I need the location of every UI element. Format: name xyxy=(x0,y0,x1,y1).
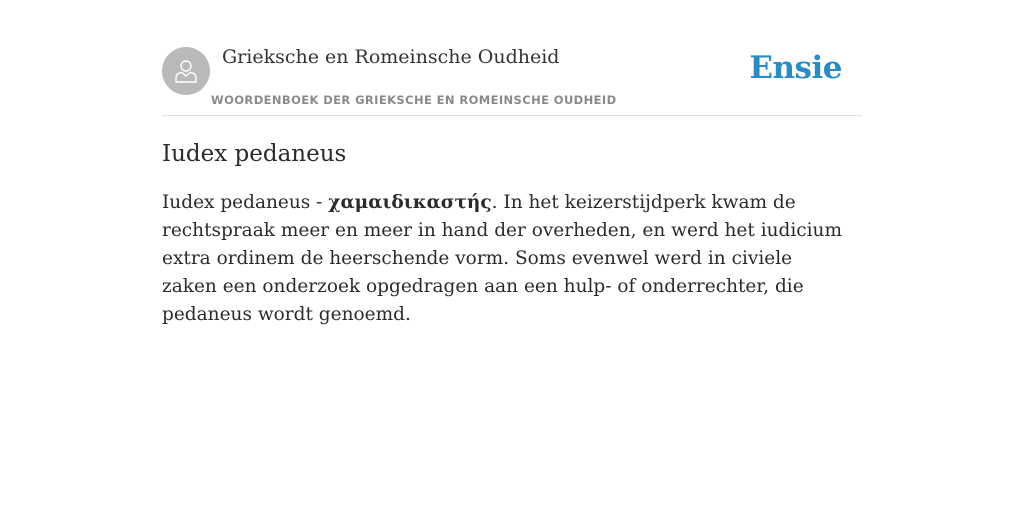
source-title[interactable]: Grieksche en Romeinsche Oudheid xyxy=(222,46,560,68)
user-icon xyxy=(172,57,200,85)
entry-body-greek-term: χαμαιδικαστής xyxy=(328,192,492,213)
source-avatar[interactable] xyxy=(162,47,210,95)
entry-card xyxy=(162,40,862,329)
source-header xyxy=(162,40,862,116)
source-subtitle: WOORDENBOEK DER GRIEKSCHE EN ROMEINSCHE OUDHEID xyxy=(211,93,617,107)
entry-body-lead: Iudex pedaneus - xyxy=(162,192,329,213)
entry-body xyxy=(162,189,852,329)
entry-body-text: . In het keizerstijdperk kwam de rechtspraak meer en meer in hand der overheden, en werd het iudicium extra ordinem de heerschende vorm. Soms evenwel werd in civiele zaken een onderzoek opgedragen aan een hulp- of onderrechter, die pedaneus wordt genoemd. xyxy=(162,192,843,325)
entry-title: Iudex pedaneus xyxy=(162,141,347,167)
ensie-logo[interactable]: Ensie xyxy=(749,50,842,86)
